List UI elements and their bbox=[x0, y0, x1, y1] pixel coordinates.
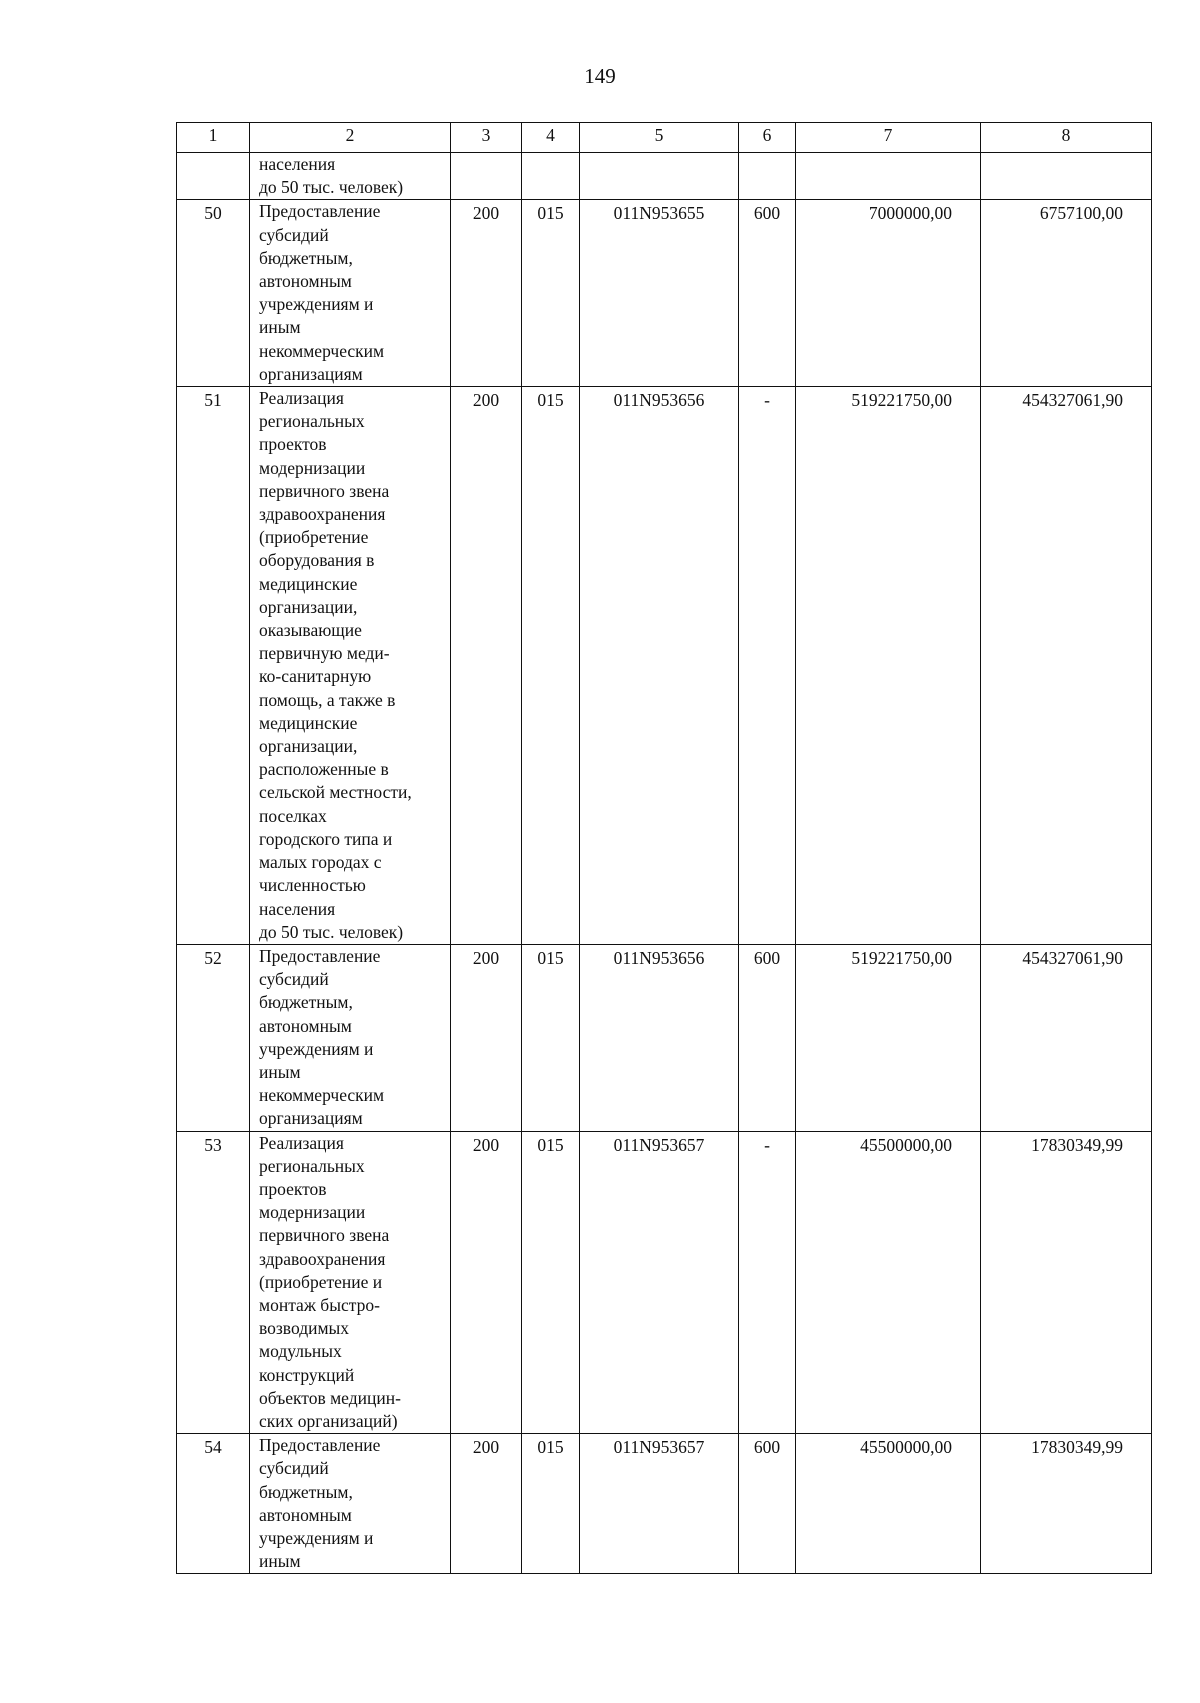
description-line: Предоставление bbox=[259, 201, 381, 222]
description-line: организации, bbox=[259, 596, 358, 617]
description-line: населения bbox=[259, 154, 336, 174]
description-line: проектов bbox=[259, 434, 327, 455]
description-line: помощь, а также в bbox=[259, 689, 396, 710]
description-line: первичную меди- bbox=[259, 643, 390, 664]
row-number-cell: 52 bbox=[177, 944, 250, 1131]
description-line: бюджетным, bbox=[259, 1481, 353, 1502]
description-line: учреждениям и bbox=[259, 1038, 374, 1059]
table-row bbox=[177, 387, 1152, 945]
code-cell: 200 bbox=[451, 1434, 522, 1574]
description-line: некоммерческим bbox=[259, 340, 385, 361]
description-line: учреждениям и bbox=[259, 294, 374, 315]
column-header: 3 bbox=[451, 123, 522, 153]
description-line: региональных bbox=[259, 411, 365, 432]
description-line: некоммерческим bbox=[259, 1085, 385, 1106]
description-line: малых городах с bbox=[259, 852, 382, 873]
description-line: поселках bbox=[259, 805, 327, 826]
planned-amount-cell: 45500000,00 bbox=[796, 1434, 981, 1574]
column-header: 2 bbox=[250, 123, 451, 153]
description-line: численностью bbox=[259, 875, 366, 896]
description-line: городского типа и bbox=[259, 828, 393, 849]
planned-amount-cell: 7000000,00 bbox=[796, 200, 981, 387]
actual-amount-cell: 454327061,90 bbox=[981, 387, 1152, 945]
code-cell: 200 bbox=[451, 1131, 522, 1434]
description-line: ских организаций) bbox=[259, 1410, 398, 1431]
description-line: организациям bbox=[259, 1108, 363, 1129]
planned-amount-cell: 519221750,00 bbox=[796, 387, 981, 945]
description-line: медицинские bbox=[259, 712, 358, 733]
description-line: оказывающие bbox=[259, 620, 362, 641]
description-line: населения bbox=[259, 898, 336, 919]
description-line: здравоохранения bbox=[259, 504, 386, 525]
page-number: 149 bbox=[584, 64, 616, 88]
expense-type-cell: - bbox=[739, 1131, 796, 1434]
description-line: объектов медицин- bbox=[259, 1387, 401, 1408]
description-line: бюджетным, bbox=[259, 247, 353, 268]
actual-amount-cell: 17830349,99 bbox=[981, 1434, 1152, 1574]
description-line: иным bbox=[259, 1061, 301, 1082]
expense-type-cell: - bbox=[739, 387, 796, 945]
planned-amount-cell bbox=[796, 153, 981, 200]
description-line: монтаж быстро- bbox=[259, 1294, 380, 1315]
description-line: модернизации bbox=[259, 1202, 366, 1223]
description-line: Реализация bbox=[259, 1132, 344, 1153]
table-row bbox=[177, 944, 1152, 1131]
description-cell bbox=[250, 1131, 451, 1434]
budget-table bbox=[176, 122, 1152, 1574]
section-code-cell: 015 bbox=[522, 387, 580, 945]
description-line: организациям bbox=[259, 363, 363, 384]
actual-amount-cell bbox=[981, 153, 1152, 200]
description-line: до 50 тыс. человек) bbox=[259, 921, 404, 942]
planned-amount-cell: 519221750,00 bbox=[796, 944, 981, 1131]
actual-amount-cell: 17830349,99 bbox=[981, 1131, 1152, 1434]
description-line: иным bbox=[259, 1551, 301, 1572]
description-line: иным bbox=[259, 317, 301, 338]
description-line: Реализация bbox=[259, 388, 344, 409]
description-line: первичного звена bbox=[259, 1225, 390, 1246]
description-line: модернизации bbox=[259, 457, 366, 478]
column-header: 8 bbox=[981, 123, 1152, 153]
description-cell bbox=[250, 153, 451, 200]
target-article-cell: 011N953656 bbox=[580, 387, 739, 945]
description-line: учреждениям и bbox=[259, 1527, 374, 1548]
row-number-cell: 54 bbox=[177, 1434, 250, 1574]
code-cell bbox=[451, 153, 522, 200]
expense-type-cell: 600 bbox=[739, 944, 796, 1131]
row-number-cell bbox=[177, 153, 250, 200]
table-body bbox=[177, 123, 1152, 1574]
description-line: бюджетным, bbox=[259, 992, 353, 1013]
section-code-cell: 015 bbox=[522, 200, 580, 387]
description-line: возводимых bbox=[259, 1318, 350, 1339]
description-line: субсидий bbox=[259, 969, 329, 990]
description-line: субсидий bbox=[259, 224, 329, 245]
description-line: автономным bbox=[259, 1504, 352, 1525]
description-line: медицинские bbox=[259, 573, 358, 594]
header-row bbox=[177, 123, 1152, 153]
description-line: проектов bbox=[259, 1178, 327, 1199]
description-line: оборудования в bbox=[259, 550, 375, 571]
column-header: 4 bbox=[522, 123, 580, 153]
expense-type-cell: 600 bbox=[739, 200, 796, 387]
section-code-cell: 015 bbox=[522, 1131, 580, 1434]
code-cell: 200 bbox=[451, 200, 522, 387]
column-header: 5 bbox=[580, 123, 739, 153]
row-number-cell: 50 bbox=[177, 200, 250, 387]
description-cell bbox=[250, 387, 451, 945]
column-header: 1 bbox=[177, 123, 250, 153]
description-line: автономным bbox=[259, 271, 352, 292]
target-article-cell: 011N953657 bbox=[580, 1434, 739, 1574]
section-code-cell: 015 bbox=[522, 944, 580, 1131]
column-header: 7 bbox=[796, 123, 981, 153]
description-line: организации, bbox=[259, 736, 358, 757]
target-article-cell bbox=[580, 153, 739, 200]
target-article-cell: 011N953656 bbox=[580, 944, 739, 1131]
code-cell: 200 bbox=[451, 944, 522, 1131]
row-number-cell: 51 bbox=[177, 387, 250, 945]
description-line: здравоохранения bbox=[259, 1248, 386, 1269]
description-line: ко-санитарную bbox=[259, 666, 372, 687]
description-cell bbox=[250, 200, 451, 387]
description-line: субсидий bbox=[259, 1458, 329, 1479]
code-cell: 200 bbox=[451, 387, 522, 945]
planned-amount-cell: 45500000,00 bbox=[796, 1131, 981, 1434]
table-row bbox=[177, 200, 1152, 387]
description-line: расположенные в bbox=[259, 759, 389, 780]
description-cell bbox=[250, 1434, 451, 1574]
table-row bbox=[177, 1434, 1152, 1574]
expense-type-cell bbox=[739, 153, 796, 200]
description-line: до 50 тыс. человек) bbox=[259, 177, 404, 198]
column-header: 6 bbox=[739, 123, 796, 153]
table-row bbox=[177, 153, 1152, 200]
description-line: сельской местности, bbox=[259, 782, 412, 803]
description-line: Предоставление bbox=[259, 1435, 381, 1456]
row-number-cell: 53 bbox=[177, 1131, 250, 1434]
section-code-cell bbox=[522, 153, 580, 200]
description-line: (приобретение bbox=[259, 527, 369, 548]
table-row bbox=[177, 1131, 1152, 1434]
description-line: первичного звена bbox=[259, 480, 390, 501]
description-line: модульных bbox=[259, 1341, 342, 1362]
target-article-cell: 011N953657 bbox=[580, 1131, 739, 1434]
target-article-cell: 011N953655 bbox=[580, 200, 739, 387]
section-code-cell: 015 bbox=[522, 1434, 580, 1574]
description-line: Предоставление bbox=[259, 945, 381, 966]
actual-amount-cell: 454327061,90 bbox=[981, 944, 1152, 1131]
description-line: конструкций bbox=[259, 1364, 355, 1385]
description-line: региональных bbox=[259, 1155, 365, 1176]
description-cell bbox=[250, 944, 451, 1131]
description-line: автономным bbox=[259, 1015, 352, 1036]
description-line: (приобретение и bbox=[259, 1271, 383, 1292]
expense-type-cell: 600 bbox=[739, 1434, 796, 1574]
actual-amount-cell: 6757100,00 bbox=[981, 200, 1152, 387]
